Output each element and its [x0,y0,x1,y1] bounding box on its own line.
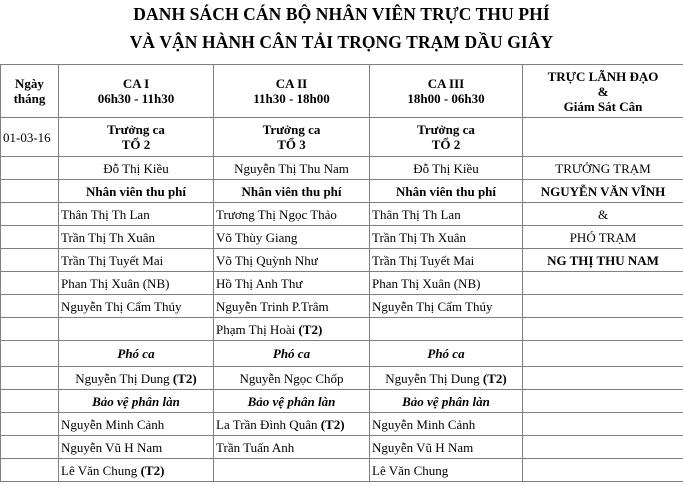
staff-name: Nguyễn Thị Dung [385,370,480,386]
shift-1-guard: Nguyễn Vũ H Nam [59,436,214,459]
team-tag: (T2) [172,370,197,386]
shift-2-fee-staff: Võ Thị Quỳnh Như [214,249,370,272]
empty-cell [214,459,370,482]
guard-row [1,413,683,436]
empty-cell [1,367,59,390]
shift-3-header-cell [370,65,523,118]
shift-3-guard: Lê Văn Chung [370,459,523,482]
guard-row [1,436,683,459]
shift-1-fee-staff: Thân Thị Th Lan [59,203,214,226]
header-row [1,65,683,118]
shift-1-fee-staff: Trần Thị Tuyết Mai [59,249,214,272]
empty-cell [523,118,683,157]
shift-3-leader-cell [370,118,523,157]
shift-3-leader-name: Đỗ Thị Kiều [370,157,523,180]
shift-1-team: TỔ 2 [121,137,151,152]
shift-1-time: 06h30 - 11h30 [97,91,175,106]
shift-3-time: 18h00 - 06h30 [407,91,485,106]
empty-cell [1,157,59,180]
fee-staff-row [1,295,683,318]
empty-cell [1,318,59,341]
shift-3-leader-label: Trưởng ca [417,122,475,137]
shift-3-guard: Nguyễn Vũ H Nam [370,436,523,459]
shift-3-fee-staff: Trần Thị Tuyết Mai [370,249,523,272]
shift-2-leader-label: Trưởng ca [262,122,321,137]
empty-cell [1,459,59,482]
fee-staff-row [1,249,683,272]
shift-2-fee-staff: Hồ Thị Anh Thư [214,272,370,295]
empty-cell [523,295,683,318]
empty-cell [1,203,59,226]
leadership-header-line-2: & [597,83,609,99]
guard-row [1,459,683,482]
empty-cell [523,367,683,390]
shift-3-guard: Nguyễn Minh Cảnh [370,413,523,436]
leader-name-row [1,157,683,180]
shift-3-fee-staff: Phan Thị Xuân (NB) [370,272,523,295]
leadership-header-cell [523,65,683,118]
shift-3-fee-section-label: Nhân viên thu phí [370,180,523,203]
empty-cell [1,436,59,459]
date-header-line-2: tháng [13,91,46,106]
shift-2-deputy: Nguyễn Ngọc Chốp [214,367,370,390]
document-title-line-2: VÀ VẬN HÀNH CÂN TẢI TRỌNG TRẠM DẦU GIÂY [129,32,554,52]
fee-staff-row [1,226,683,249]
shift-1-deputy [59,367,214,390]
shift-1-name: CA I [122,76,150,91]
shift-2-guard: Trần Tuấn Anh [214,436,370,459]
shift-3-name: CA III [427,76,465,91]
shift-leader-row [1,118,683,157]
team-tag: (T2) [140,462,165,478]
shift-2-fee-section-label: Nhân viên thu phí [214,180,370,203]
leadership-header-line-1: TRỰC LÃNH ĐẠO [547,68,659,84]
supervision-line-5: NG THỊ THU NAM [523,249,683,272]
shift-3-fee-staff: Trần Thị Th Xuân [370,226,523,249]
fee-staff-row [1,318,683,341]
deputy-section-header-row [1,341,683,367]
fee-staff-row [1,203,683,226]
shift-3-team: TỔ 2 [431,137,461,152]
shift-1-fee-section-label: Nhân viên thu phí [59,180,214,203]
empty-cell [1,295,59,318]
shift-1-fee-staff: Nguyễn Thị Cẩm Thúy [59,295,214,318]
empty-cell [370,318,523,341]
supervision-line-2: NGUYỄN VĂN VĨNH [523,180,683,203]
empty-cell [523,413,683,436]
leadership-header-line-3: Giám Sát Cân [563,98,643,114]
shift-2-fee-staff: Nguyễn Trinh P.Trâm [214,295,370,318]
shift-2-team: TỔ 3 [277,137,306,152]
shift-2-time: 11h30 - 18h00 [253,91,330,106]
empty-cell [1,226,59,249]
empty-cell [1,272,59,295]
team-tag: (T2) [320,416,345,432]
shift-3-fee-staff: Nguyễn Thị Cẩm Thúy [370,295,523,318]
team-tag: (T2) [298,321,323,337]
fee-staff-row [1,272,683,295]
shift-3-deputy [370,367,523,390]
document-title-line-1: DANH SÁCH CÁN BỘ NHÂN VIÊN TRỰC THU PHÍ [133,4,550,24]
shift-2-header-cell [214,65,370,118]
supervision-line-1: TRƯỞNG TRẠM [523,157,683,180]
date-header-cell [1,65,59,118]
shift-1-fee-staff: Phan Thị Xuân (NB) [59,272,214,295]
empty-cell [1,341,59,367]
team-tag: (T2) [482,370,507,386]
shift-2-fee-staff [214,318,370,341]
empty-cell [1,249,59,272]
fee-section-header-row [1,180,683,203]
empty-cell [523,341,683,367]
empty-cell [523,318,683,341]
shift-1-deputy-label: Phó ca [59,341,214,367]
empty-cell [523,459,683,482]
staff-name: La Trần Đình Quân [216,416,318,432]
staff-name: Phạm Thị Hoài [216,321,296,337]
shift-2-guard [214,413,370,436]
guard-section-header-row [1,390,683,413]
shift-1-fee-staff: Trần Thị Th Xuân [59,226,214,249]
shift-2-fee-staff: Võ Thùy Giang [214,226,370,249]
shift-2-guard-label: Bảo vệ phân làn [214,390,370,413]
shift-2-leader-cell [214,118,370,157]
staff-name: Nguyễn Thị Dung [75,370,170,386]
shift-1-leader-cell [59,118,214,157]
empty-cell [59,318,214,341]
shift-2-fee-staff: Trương Thị Ngọc Thảo [214,203,370,226]
supervision-line-4: PHÓ TRẠM [523,226,683,249]
shift-3-guard-label: Bảo vệ phân làn [370,390,523,413]
supervision-line-3: & [523,203,683,226]
shift-1-leader-label: Trưởng ca [107,122,165,137]
shift-2-leader-name: Nguyễn Thị Thu Nam [214,157,370,180]
date-header-line-1: Ngày [15,76,44,91]
empty-cell [1,180,59,203]
shift-1-guard [59,459,214,482]
empty-cell [1,413,59,436]
shift-2-deputy-label: Phó ca [214,341,370,367]
shift-1-header-cell [59,65,214,118]
deputy-row [1,367,683,390]
empty-cell [523,436,683,459]
shift-2-name: CA II [275,76,308,91]
shift-1-leader-name: Đỗ Thị Kiều [59,157,214,180]
shift-3-deputy-label: Phó ca [370,341,523,367]
date-cell: 01-03-16 [1,118,59,157]
duty-roster-table [0,64,683,482]
shift-1-guard: Nguyễn Minh Cảnh [59,413,214,436]
shift-1-guard-label: Bảo vệ phân làn [59,390,214,413]
staff-name: Lê Văn Chung [61,462,138,478]
empty-cell [1,390,59,413]
shift-3-fee-staff: Thân Thị Th Lan [370,203,523,226]
empty-cell [523,272,683,295]
empty-cell [523,390,683,413]
